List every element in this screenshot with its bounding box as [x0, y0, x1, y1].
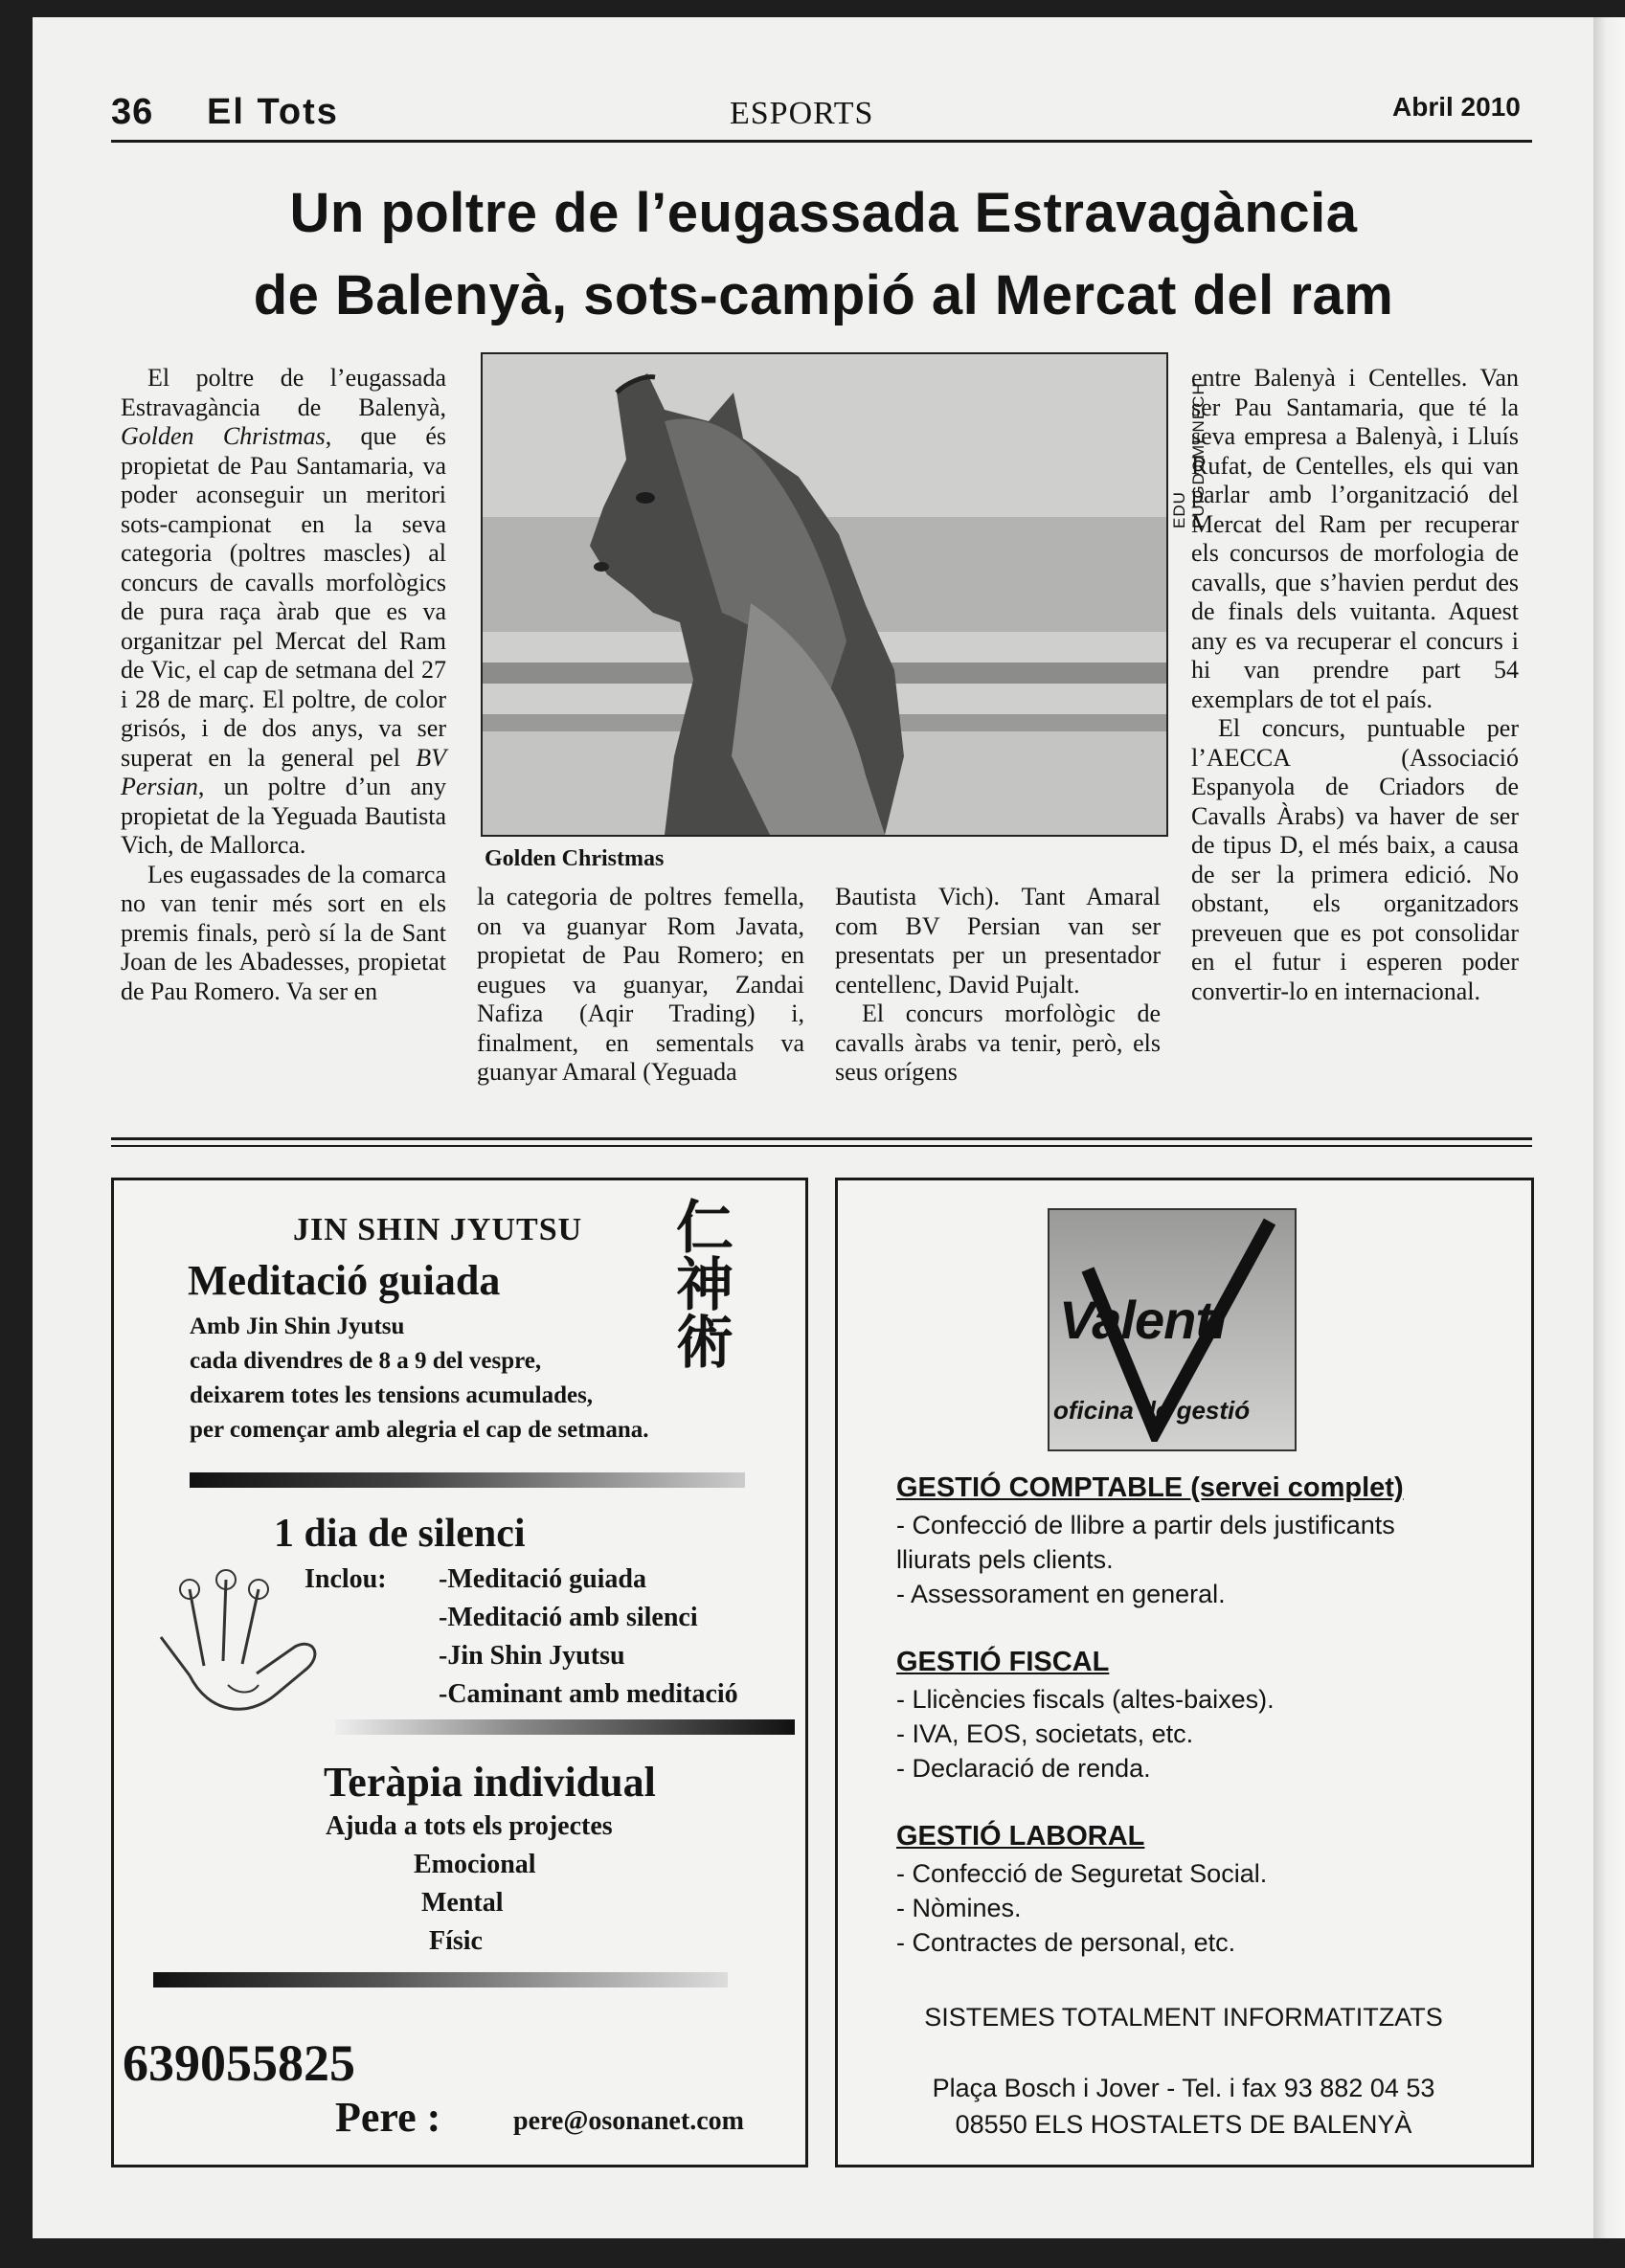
address-line: 08550 ELS HOSTALETS DE BALENYÀ [955, 2110, 1412, 2139]
headline-line-2: de Balenyà, sots-campió al Mercat del ram [253, 264, 1394, 326]
headline-line-1: Un poltre de l’eugassada Estravagància [289, 182, 1358, 244]
gradient-divider [335, 1719, 795, 1735]
tagline: SISTEMES TOTALMENT INFORMATITZATS [924, 2003, 1443, 2032]
service-item: - Declaració de renda. [896, 1754, 1151, 1783]
therapy-item: Físic [429, 1926, 483, 1956]
therapy-heading: Teràpia individual [324, 1759, 656, 1806]
horse-illustration [483, 354, 1166, 835]
issue-date: Abril 2010 [1392, 92, 1521, 122]
article-paragraph: Les eugassades de la comarca no van tenir més sort en els premis finals, però sí la de Sant Joan de les Abadesses, propietat de Pau Romero. Va ser en [121, 860, 446, 1005]
include-item: -Meditació guiada [439, 1564, 646, 1594]
phone-number: 639055825 [123, 2034, 355, 2092]
service-item: - Confecció de Seguretat Social. [896, 1859, 1268, 1888]
service-item: - Contractes de personal, etc. [896, 1928, 1236, 1957]
text-run: , que és propietat de Pau Santamaria, va poder aconseguir un meritori sots-campionat en la seva categoria (poltres mascles) al concurs de cavalls morfològics de pura raça àrab que es va organitzar pel Mercat del Ram de Vic, el cap de setmana del 27 i 28 de març. El poltre, de color grisós, i de dos anys, va ser superat en la general pel [121, 422, 447, 772]
meditation-heading: Meditació guiada [188, 1257, 501, 1304]
horse-name: BV Persian [121, 743, 446, 800]
service-heading: GESTIÓ COMPTABLE (servei complet) [896, 1472, 1404, 1503]
silence-heading: 1 dia de silenci [274, 1512, 526, 1556]
include-item: -Meditació amb silenci [439, 1603, 698, 1632]
address-line: Plaça Bosch i Jover - Tel. i fax 93 882 04 53 [932, 2074, 1435, 2102]
therapy-item: Emocional [414, 1850, 536, 1879]
horse-name: Golden Christmas [121, 422, 326, 450]
ad-line: cada divendres de 8 a 9 del vespre, [190, 1348, 542, 1374]
horse-photo [481, 352, 1168, 837]
gradient-divider [153, 1972, 728, 1987]
header-rule [111, 140, 1532, 143]
page-number: 36 [111, 92, 154, 132]
photo-caption: Golden Christmas [485, 846, 665, 871]
ad-line: per començar amb alegria el cap de setmana. [190, 1417, 649, 1443]
article-column-3 [835, 883, 1161, 1088]
includes-label: Inclou: [305, 1564, 387, 1594]
include-item: -Jin Shin Jyutsu [439, 1641, 625, 1671]
article-bottom-rule-2 [111, 1145, 1532, 1147]
article-paragraph: entre Balenyà i Centelles. Van ser Pau Santamaria, que té la seva empresa a Balenyà, i Lluís Rufat, de Centelles, els qui van parlar amb l’organització del Mercat del Ram per recuperar els concursos de morfologia de cavalls, que s’havien perdut des de finals dels vuitanta. Aquest any es va recuperar el concurs i hi van prendre part 54 exemplars de tot el país. [1191, 364, 1519, 713]
therapy-subtitle: Ajuda a tots els projectes [326, 1811, 613, 1841]
ad-line: deixarem totes les tensions acumulades, [190, 1382, 594, 1408]
photo-credit: EDU PUIGDOMENECH [1170, 382, 1207, 528]
section-name: ESPORTS [730, 96, 874, 131]
contact-email: pere@osonanet.com [513, 2106, 744, 2136]
logo-text: Valenti [1059, 1290, 1227, 1350]
article-column-4 [1191, 364, 1519, 1006]
ad-title: JIN SHIN JYUTSU [293, 1212, 583, 1247]
article-paragraph: El concurs, puntuable per l’AECCA (Associació Espanyola de Criadors de Cavalls Àrabs) va haver de ser de tipus D, el més baix, a causa de ser la primera edició. No obstant, els organitzadors preveuen que es pot consolidar en el futur i esperen poder convertir-lo en internacional. [1191, 714, 1519, 1005]
text-run: , un poltre d’un any propietat de la Yeguada Bautista Vich, de Mallorca. [121, 773, 446, 859]
article-headline [115, 172, 1532, 337]
article-column-2 [477, 883, 804, 1088]
kanji-logo [666, 1197, 747, 1369]
article-column-1 [121, 364, 446, 1006]
article-paragraph [121, 364, 446, 861]
publication-name: El Tots [207, 92, 339, 132]
service-item: - IVA, EOS, societats, etc. [896, 1719, 1194, 1748]
article-paragraph: Bautista Vich). Tant Amaral com BV Persian van ser presentats per un presentador centellenc, David Pujalt. [835, 883, 1161, 999]
contact-name: Pere : [335, 2094, 441, 2141]
service-item: - Nòmines. [896, 1894, 1022, 1922]
kanji-text: 仁神術 [666, 1197, 734, 1369]
service-item: - Confecció de llibre a partir dels justificants [896, 1511, 1395, 1539]
article-paragraph: la categoria de poltres femella, on va guanyar Rom Javata, propietat de Pau Romero; en eugues va guanyar, Zandai Nafiza (Aqir Trading) i, finalment, en sementals va guanyar Amaral (Yeguada [477, 883, 804, 1086]
service-heading: GESTIÓ LABORAL [896, 1821, 1145, 1852]
logo-subtitle: oficina de gestió [1053, 1396, 1251, 1425]
include-item: -Caminant amb meditació [439, 1679, 738, 1709]
therapy-item: Mental [421, 1888, 504, 1918]
ad-line: Amb Jin Shin Jyutsu [190, 1314, 405, 1339]
service-item: - Llicències fiscals (altes-baixes). [896, 1685, 1275, 1714]
service-item: lliurats pels clients. [896, 1545, 1114, 1574]
article-paragraph: El concurs morfològic de cavalls àrabs va tenir, però, els seus orígens [835, 999, 1161, 1086]
gradient-divider [190, 1472, 745, 1488]
service-item: - Assessorament en general. [896, 1580, 1226, 1608]
hand-drawing-icon [151, 1561, 343, 1733]
next-page-edge [1593, 17, 1625, 2238]
service-heading: GESTIÓ FISCAL [896, 1647, 1110, 1677]
text-run: El poltre de l’eugassada Estravagància de Balenyà, [121, 364, 446, 421]
article-bottom-rule [111, 1137, 1532, 1140]
